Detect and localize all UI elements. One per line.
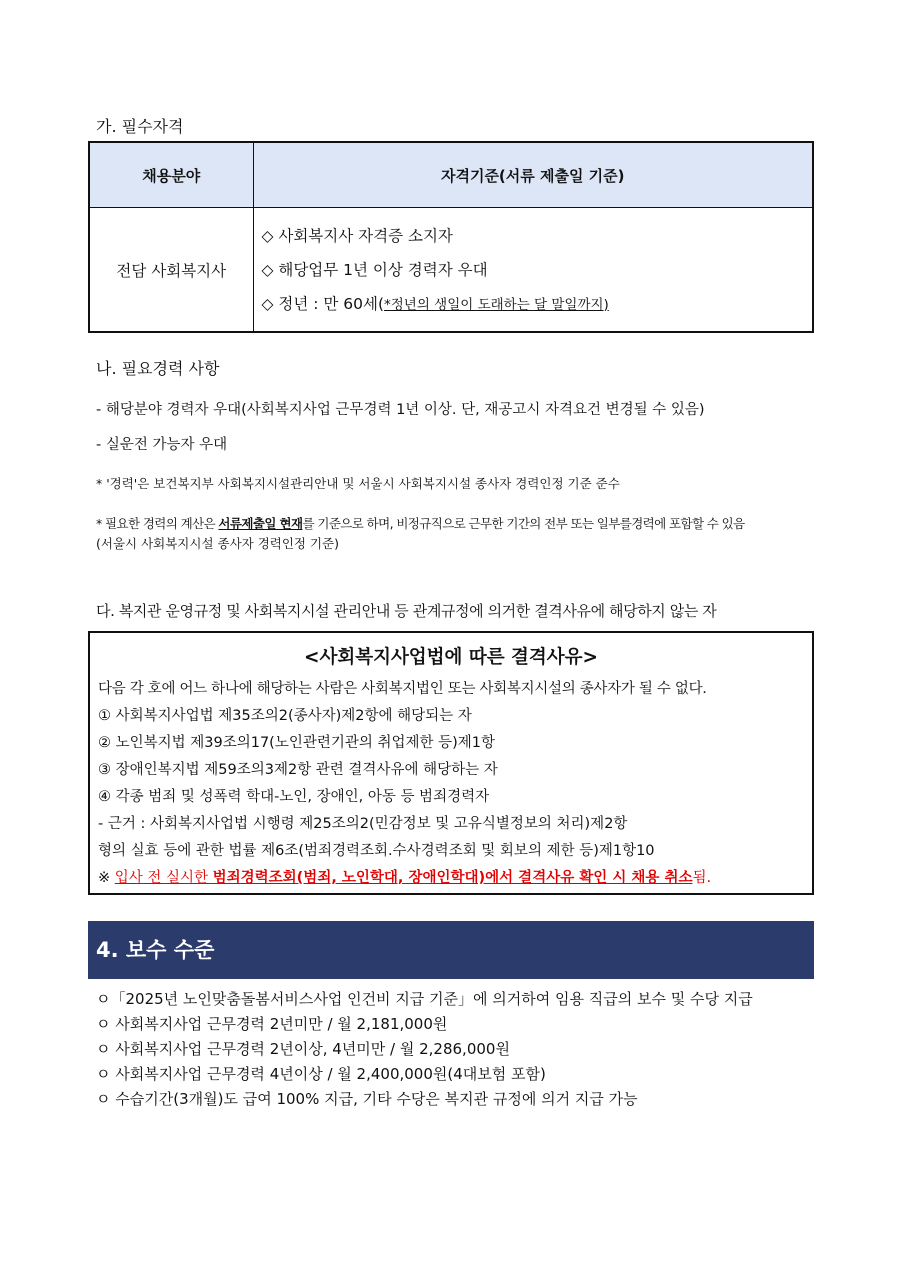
pay-item: ㅇ 수습기간(3개월)도 급여 100% 지급, 기타 수당은 복지관 규정에 의거 지급 가능: [96, 1090, 638, 1108]
criteria-retirement: [262, 287, 813, 321]
box-basis-2: 형의 실효 등에 관한 법률 제6조(범죄경력조회.수사경력조회 및 회보의 제한 등)제1항10: [98, 843, 655, 859]
box-item-1: ① 사회복지사업법 제35조의2(종사자)제2항에 해당되는 자: [98, 708, 472, 724]
box-warning: [98, 866, 711, 887]
section-4-bar: [88, 921, 814, 979]
retirement-note: *정년의 생일이 도래하는 달 말일까지): [384, 296, 609, 313]
driving-preference: - 실운전 가능자 우대: [96, 437, 228, 453]
qualification-table: [88, 141, 814, 333]
criteria-experience: ◇ 해당업무 1년 이상 경력자 우대: [261, 260, 488, 279]
warning-end: 됨.: [692, 870, 712, 886]
career-note-2-line2: (서울시 사회복지시설 종사자 경력인정 기준): [96, 536, 339, 551]
career-preference: - 해당분야 경력자 우대(사회복지사업 근무경력 1년 이상. 단, 재공고시 자격요건 변경될 수 있음): [96, 402, 705, 418]
pay-item: ㅇ 사회복지사업 근무경력 2년미만 / 월 2,181,000원: [96, 1015, 448, 1033]
career-note-2-suffix: 를 기준으로 하며, 비정규직으로 근무한 기간의 전부 또는 일부를경력에 포함할 수 있음: [302, 516, 745, 531]
warning-bold: 범죄경력조회(범죄, 노인학대, 장애인학대)에서 결격사유 확인 시 채용 취소: [212, 870, 693, 886]
pay-item: ㅇ 사회복지사업 근무경력 4년이상 / 월 2,400,000원(4대보험 포함): [96, 1065, 546, 1083]
section-na-heading: 나. 필요경력 사항: [96, 359, 220, 378]
section-ga-heading: 가. 필수자격: [96, 117, 184, 136]
career-note-2-prefix: * 필요한 경력의 계산은: [96, 516, 219, 531]
header-criteria: 자격기준(서류 제출일 기준): [253, 142, 813, 208]
career-note-2-bold: 서류제출일 현재: [218, 516, 303, 531]
box-intro: 다음 각 호에 어느 하나에 해당하는 사람은 사회복지법인 또는 사회복지시설의 종사자가 될 수 없다.: [98, 681, 707, 697]
pay-item: ㅇ 사회복지사업 근무경력 2년이상, 4년미만 / 월 2,286,000원: [96, 1040, 510, 1058]
recruit-field: 전담 사회복지사: [89, 208, 253, 333]
box-basis-1: - 근거 : 사회복지사업법 시행령 제25조의2(민감정보 및 고유식별정보의 처리)제2항: [98, 816, 628, 832]
criteria-cell: [253, 208, 813, 333]
table-header-row: [89, 142, 813, 208]
section-4-title: 4. 보수 수준: [96, 938, 215, 962]
pay-item: ㅇ「2025년 노인맞춤돌봄서비스사업 인건비 지급 기준」에 의거하여 임용 직급의 보수 및 수당 지급: [96, 990, 753, 1008]
criteria-retirement-text: ◇ 정년 : 만 60세(: [261, 294, 385, 313]
criteria-license: ◇ 사회복지사 자격증 소지자: [261, 226, 453, 245]
header-field: 채용분야: [89, 142, 253, 208]
box-item-3: ③ 장애인복지법 제59조의3제2항 관련 결격사유에 해당하는 자: [98, 762, 498, 778]
box-item-4: ④ 각종 범죄 및 성폭력 학대-노인, 장애인, 아동 등 범죄경력자: [98, 789, 490, 805]
box-title: <사회복지사업법에 따른 결격사유>: [303, 647, 599, 668]
career-note-2: [96, 514, 745, 532]
box-item-2: ② 노인복지법 제39조의17(노인관련기관의 취업제한 등)제1항: [98, 735, 496, 751]
warning-mark: ※: [98, 870, 115, 886]
career-note-1: * '경력'은 보건복지부 사회복지시설관리안내 및 서울시 사회복지시설 종사자 경력인정 기준 준수: [96, 476, 620, 491]
warning-plain: 입사 전 실시한: [114, 870, 213, 886]
disqualification-box: [88, 631, 814, 895]
section-da-heading: 다. 복지관 운영규정 및 사회복지시설 관리안내 등 관계규정에 의거한 결격사유에 해당하지 않는 자: [96, 602, 717, 620]
table-row: [89, 208, 813, 333]
